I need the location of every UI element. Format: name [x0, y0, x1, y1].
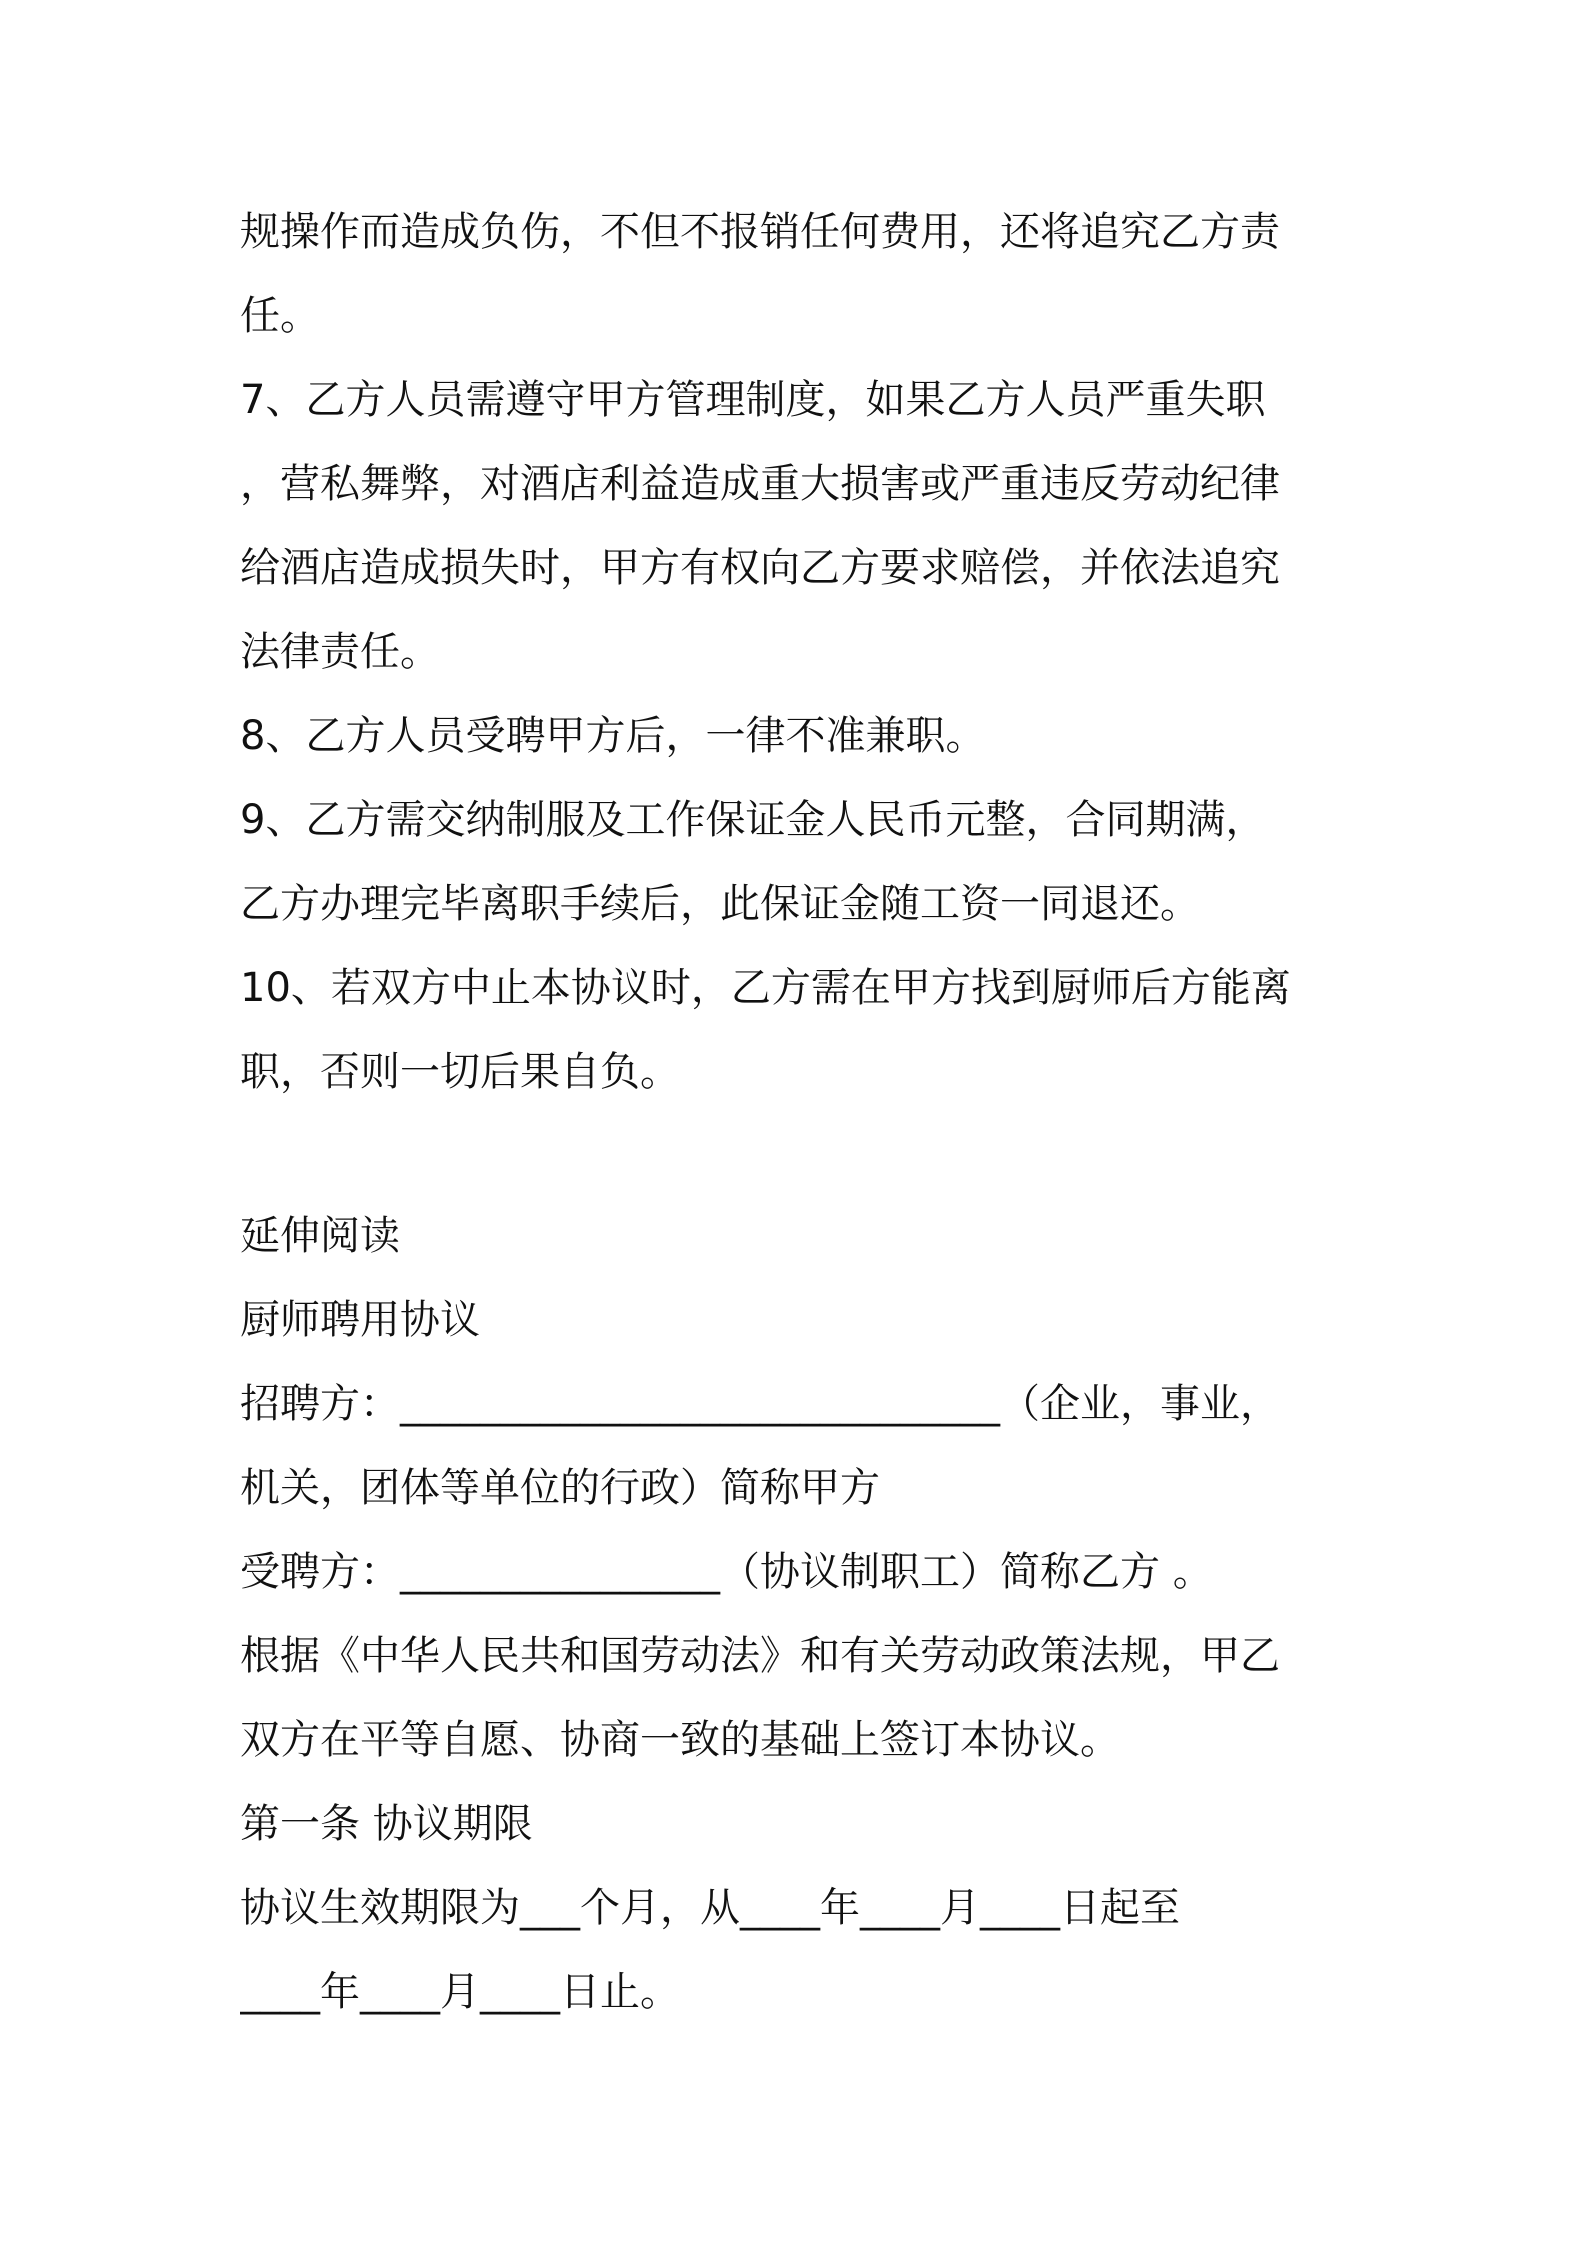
document-page [240, 190, 1360, 2034]
text-line: 给酒店造成损失时，甲方有权向乙方要求赔偿，并依法追究 [240, 545, 1280, 591]
clause-10-line: 10、若双方中止本协议时，乙方需在甲方找到厨师后方能离 [240, 965, 1291, 1011]
text-line: 根据《中华人民共和国劳动法》和有关劳动政策法规，甲乙 [240, 1633, 1280, 1679]
clause-7-line: 7、乙方人员需遵守甲方管理制度，如果乙方人员严重失职 [240, 377, 1266, 423]
agreement-title: 厨师聘用协议 [240, 1297, 480, 1343]
clause-8-line: 8、乙方人员受聘甲方后，一律不准兼职。 [240, 713, 986, 759]
clause-9-line: 9、乙方需交纳制服及工作保证金人民币元整，合同期满， [240, 797, 1266, 843]
section-gap [240, 1114, 1360, 1194]
term-line: 协议生效期限为___个月，从____年____月____日起至 [240, 1885, 1180, 1931]
employer-line: 招聘方：______________________________（企业，事业， [240, 1381, 1280, 1427]
text-line: 双方在平等自愿、协商一致的基础上签订本协议。 [240, 1717, 1120, 1763]
text-line: 乙方办理完毕离职手续后，此保证金随工资一同退还。 [240, 881, 1200, 927]
text-line: 任。 [240, 293, 320, 339]
text-line: 法律责任。 [240, 629, 440, 675]
text-line: 规操作而造成负伤，不但不报销任何费用，还将追究乙方责 [240, 209, 1280, 255]
paragraph-bottom [240, 1194, 1360, 2034]
text-line: 机关，团体等单位的行政）简称甲方 [240, 1465, 880, 1511]
employee-line: 受聘方：________________（协议制职工）简称乙方 。 [240, 1549, 1213, 1595]
article-1-heading: 第一条 协议期限 [240, 1801, 533, 1847]
text-line: 职，否则一切后果自负。 [240, 1049, 680, 1095]
text-line: ，营私舞弊，对酒店利益造成重大损害或严重违反劳动纪律 [240, 461, 1280, 507]
paragraph-top [240, 190, 1360, 1114]
section-heading: 延伸阅读 [240, 1213, 400, 1259]
text-line: ____年____月____日止。 [240, 1969, 680, 2015]
